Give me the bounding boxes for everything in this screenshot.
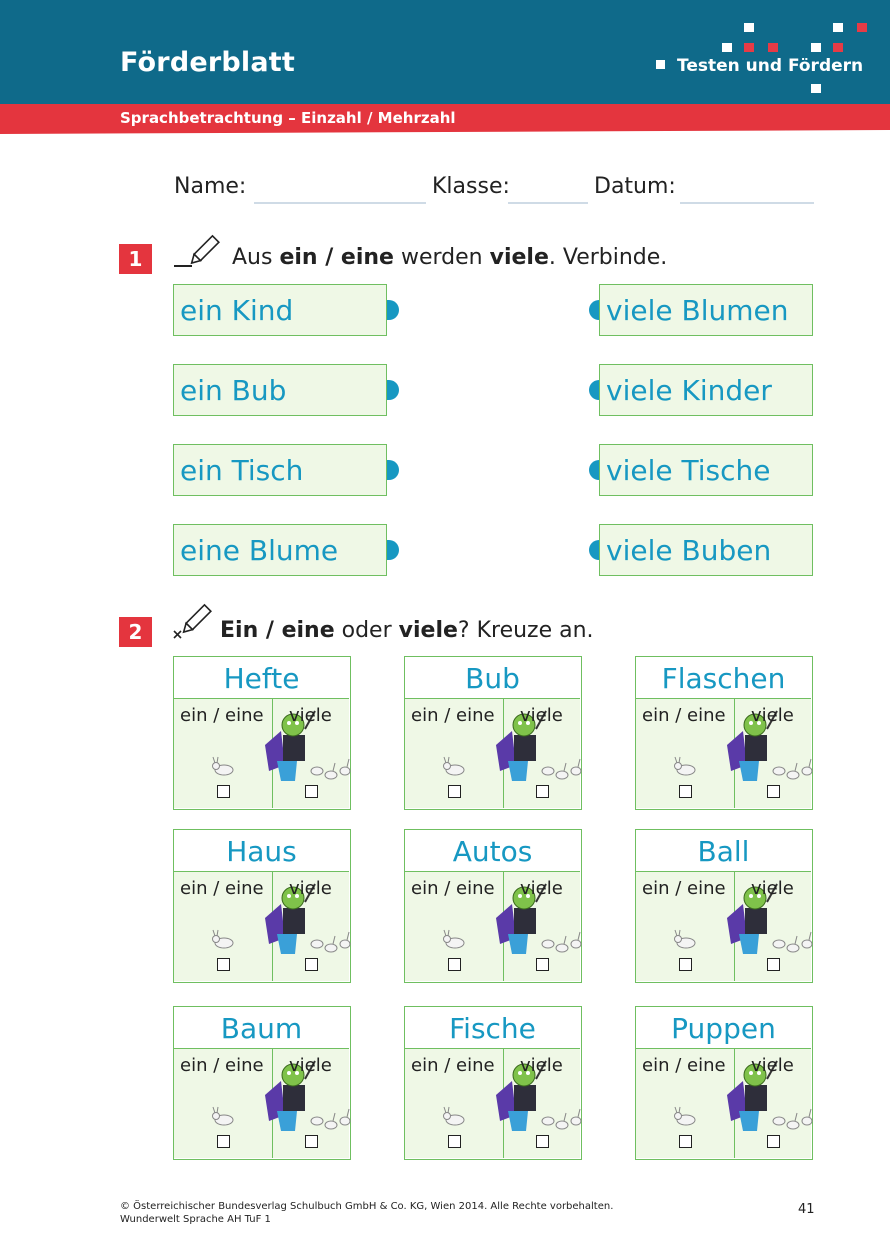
plural-label: viele (289, 705, 332, 726)
logo-square (744, 23, 754, 32)
card-word: Hefte (174, 657, 349, 699)
singular-word-box[interactable]: eine Blume (173, 524, 387, 576)
rabbit-figure-icon (672, 755, 698, 777)
singular-column (636, 1049, 735, 1158)
singular-label: ein / eine (642, 1055, 726, 1076)
word-card (635, 829, 813, 983)
class-label: Klasse: (432, 174, 510, 199)
card-word: Fische (405, 1007, 580, 1049)
singular-word-box[interactable]: ein Tisch (173, 444, 387, 496)
card-word: Autos (405, 830, 580, 872)
section-bar (0, 104, 890, 134)
section-subtitle: Sprachbetrachtung – Einzahl / Mehrzahl (120, 109, 456, 127)
singular-checkbox[interactable] (679, 785, 692, 798)
class-field[interactable] (508, 202, 588, 204)
logo-square (833, 43, 843, 52)
rabbit-figure-icon (672, 928, 698, 950)
plural-word-box[interactable]: viele Buben (599, 524, 813, 576)
name-label: Name: (174, 174, 247, 199)
plural-word-box[interactable]: viele Tische (599, 444, 813, 496)
brand-square-icon (656, 60, 665, 69)
plural-checkbox[interactable] (536, 1135, 549, 1148)
pencil-line-icon (172, 232, 222, 270)
card-word: Flaschen (636, 657, 811, 699)
singular-label: ein / eine (180, 878, 264, 899)
connector-dot[interactable] (387, 300, 399, 320)
plural-checkbox[interactable] (767, 958, 780, 971)
logo-square (744, 43, 754, 52)
plural-column (735, 872, 811, 981)
singular-word-box[interactable]: ein Kind (173, 284, 387, 336)
singular-checkbox[interactable] (448, 785, 461, 798)
rabbit-figure-icon (210, 755, 236, 777)
name-field[interactable] (254, 202, 426, 204)
singular-checkbox[interactable] (217, 958, 230, 971)
rabbit-figure-icon (210, 928, 236, 950)
brand-label: Testen und Fördern (656, 56, 863, 76)
plural-checkbox[interactable] (305, 958, 318, 971)
word-card (404, 656, 582, 810)
task1-instruction: Aus ein / eine werden viele. Verbinde. (232, 245, 668, 270)
card-word: Haus (174, 830, 349, 872)
singular-label: ein / eine (411, 878, 495, 899)
singular-column (636, 699, 735, 808)
task-number: 2 (119, 617, 152, 647)
singular-checkbox[interactable] (448, 1135, 461, 1148)
singular-checkbox[interactable] (217, 1135, 230, 1148)
logo-square (833, 23, 843, 32)
word-card (404, 1006, 582, 1160)
singular-column (405, 699, 504, 808)
singular-label: ein / eine (642, 705, 726, 726)
page-title: Förderblatt (120, 47, 295, 78)
plural-label: viele (520, 1055, 563, 1076)
task2-instruction: Ein / eine oder viele? Kreuze an. (220, 618, 594, 643)
singular-column (405, 872, 504, 981)
word-card (635, 656, 813, 810)
word-card (173, 656, 351, 810)
date-field[interactable] (680, 202, 814, 204)
name-row (174, 174, 814, 208)
singular-column (636, 872, 735, 981)
connector-dot[interactable] (387, 460, 399, 480)
copyright-text: © Österreichischer Bundesverlag Schulbuch GmbH & Co. KG, Wien 2014. Alle Rechte vorbehalten. (120, 1201, 614, 1212)
plural-column (735, 1049, 811, 1158)
singular-label: ein / eine (180, 705, 264, 726)
logo-square (722, 43, 732, 52)
rabbit-figure-icon (441, 928, 467, 950)
card-word: Bub (405, 657, 580, 699)
plural-label: viele (520, 705, 563, 726)
connector-dot[interactable] (387, 380, 399, 400)
connector-dot[interactable] (387, 540, 399, 560)
plural-column (504, 872, 580, 981)
plural-label: viele (751, 705, 794, 726)
word-card (404, 829, 582, 983)
date-label: Datum: (594, 174, 676, 199)
plural-checkbox[interactable] (767, 785, 780, 798)
singular-column (174, 872, 273, 981)
card-word: Baum (174, 1007, 349, 1049)
plural-checkbox[interactable] (767, 1135, 780, 1148)
rabbit-figure-icon (210, 1105, 236, 1127)
logo-square (857, 23, 867, 32)
pencil-cross-icon (172, 603, 214, 641)
plural-checkbox[interactable] (536, 958, 549, 971)
singular-label: ein / eine (642, 878, 726, 899)
rabbit-figure-icon (441, 1105, 467, 1127)
plural-checkbox[interactable] (536, 785, 549, 798)
plural-column (504, 699, 580, 808)
word-card (173, 1006, 351, 1160)
logo-square (768, 43, 778, 52)
plural-column (273, 1049, 349, 1158)
plural-column (273, 872, 349, 981)
rabbit-figure-icon (672, 1105, 698, 1127)
singular-word-box[interactable]: ein Bub (173, 364, 387, 416)
word-card (173, 829, 351, 983)
book-title: Wunderwelt Sprache AH TuF 1 (120, 1214, 271, 1225)
rabbit-figure-icon (441, 755, 467, 777)
plural-label: viele (751, 878, 794, 899)
plural-checkbox[interactable] (305, 1135, 318, 1148)
plural-label: viele (520, 878, 563, 899)
plural-checkbox[interactable] (305, 785, 318, 798)
page-header (0, 0, 890, 104)
plural-column (273, 699, 349, 808)
singular-column (174, 1049, 273, 1158)
plural-label: viele (751, 1055, 794, 1076)
singular-checkbox[interactable] (679, 1135, 692, 1148)
singular-column (174, 699, 273, 808)
plural-word-box[interactable]: viele Kinder (599, 364, 813, 416)
card-word: Puppen (636, 1007, 811, 1049)
page-number: 41 (798, 1202, 815, 1217)
singular-checkbox[interactable] (679, 958, 692, 971)
singular-checkbox[interactable] (448, 958, 461, 971)
singular-column (405, 1049, 504, 1158)
logo-square (811, 84, 821, 93)
plural-label: viele (289, 1055, 332, 1076)
singular-label: ein / eine (411, 1055, 495, 1076)
logo-square (811, 43, 821, 52)
singular-checkbox[interactable] (217, 785, 230, 798)
singular-label: ein / eine (411, 705, 495, 726)
plural-column (735, 699, 811, 808)
task-number: 1 (119, 244, 152, 274)
plural-label: viele (289, 878, 332, 899)
plural-column (504, 1049, 580, 1158)
card-word: Ball (636, 830, 811, 872)
singular-label: ein / eine (180, 1055, 264, 1076)
plural-word-box[interactable]: viele Blumen (599, 284, 813, 336)
word-card (635, 1006, 813, 1160)
